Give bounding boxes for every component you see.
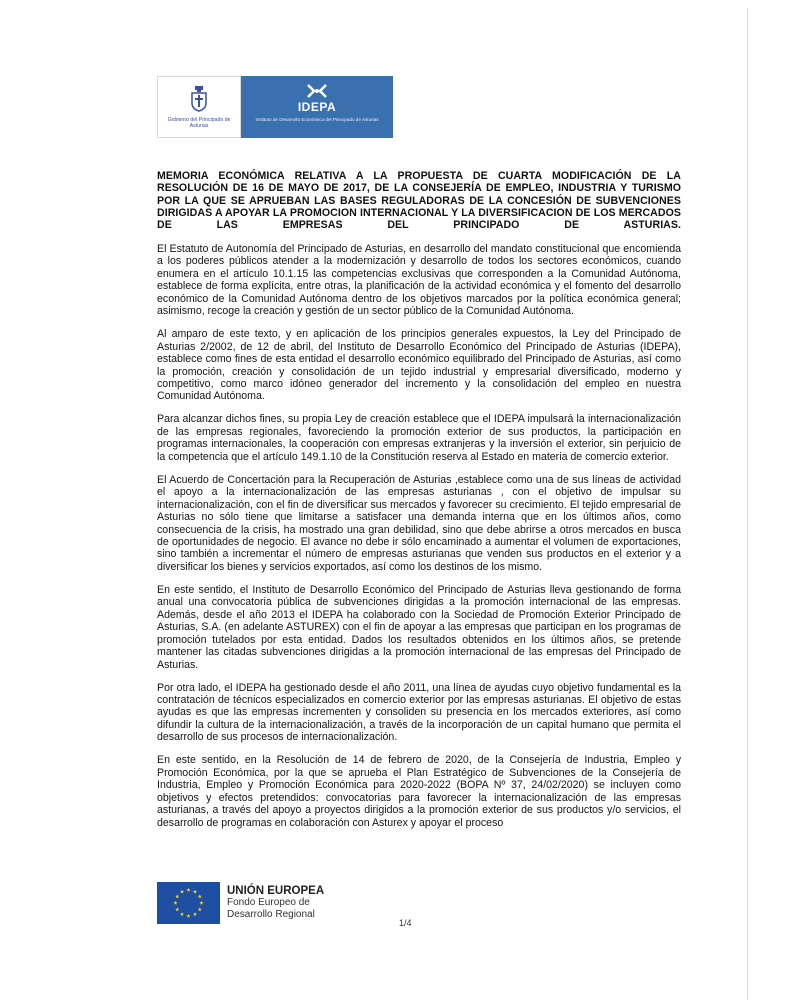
paragraph: En este sentido, en la Resolución de 14 de febrero de 2020, de la Consejería de Industria, Empleo y Promoción Económica, por la que se aprueba el Plan Estratégico de Subvenciones de la Consejería de Industria, Empleo y Promoción Económica para 2020-2022 (BOPA Nº 37, 24/02/2020) se incluyen como objetivos y efectos pretendidos: convocatorias para favorecer la internacionalización de las empresas asturianas, a través del apoyo a proyectos dirigidos a la promoción exterior de sus productos y/o servicios, el desarrollo de programas en colaboración con Asturex y apoyar el proceso: [157, 754, 681, 829]
scan-edge-line: [747, 8, 748, 1000]
coat-of-arms-icon: [190, 86, 208, 112]
paragraph: Al amparo de este texto, y en aplicación de los principios generales expuestos, la Ley del Principado de Asturias 2/2002, de 12 de abril, del Instituto de Desarrollo Económico del Principado de Asturias (IDEPA), establece como fines de esta entidad el desarrollo económico equilibrado del Principado de Asturias, así como la promoción, creación y consolidación de un tejido industrial y empresarial diversificado, moderno y competitivo, como marco idóneo generador del incremento y la consolidación del empleo en nuestra Comunidad Autónoma.: [157, 328, 681, 403]
paragraph: Por otra lado, el IDEPA ha gestionado desde el año 2011, una línea de ayudas cuyo objetivo fundamental es la contratación de técnicos especializados en comercio exterior por las empresas asturianas. El objetivo de estas ayudas es que las empresas incrementen y consoliden su presencia en los mercados exteriores, así como difundir la cultura de la internacionalización, a través de la incorporación de un capital humano que permita el desarrollo de sus procesos de internacionalización.: [157, 681, 681, 744]
document-title: MEMORIA ECONÓMICA RELATIVA A LA PROPUESTA DE CUARTA MODIFICACIÓN DE LA RESOLUCIÓN DE 16 DE MAYO DE 2017, DE LA CONSEJERÍA DE EMPLEO, INDUSTRIA Y TURISMO POR LA QUE SE APRUEBAN LAS BASES REGULADORAS DE LA CONCESIÓN DE SUBVENCIONES DIRIGIDAS A APOYAR LA PROMOCION INTERNACIONAL Y LA DIVERSIFICACION DE LOS MERCADOS DE LAS EMPRESAS DEL PRINCIPADO DE ASTURIAS.: [157, 170, 681, 232]
government-logo: [157, 76, 241, 138]
eu-fund-line-2: Desarrollo Regional: [227, 909, 315, 920]
idepa-emblem-icon: [306, 84, 328, 98]
eu-flag-icon: [157, 882, 220, 924]
eu-funding-logo: [157, 882, 324, 924]
eu-title: UNIÓN EUROPEA: [227, 885, 325, 897]
paragraph: En este sentido, el Instituto de Desarrollo Económico del Principado de Asturias lleva gestionando de forma anual una convocatoria pública de subvenciones dirigidas a la promoción internacional de las empresas. Además, desde el año 2013 el IDEPA ha colaborado con la Sociedad de Promoción Exterior Principado de Asturias, S.A. (en adelante ASTUREX) con el fin de apoyar a las empresas que participan en los programas de promoción tutelados por esta entidad. Dados los resultados obtenidos en los últimos años, se pretende mantener las citadas subvenciones dirigidas a la promoción internacional de las empresas del Principado de Asturias.: [157, 583, 681, 671]
idepa-logo-subtitle: Instituto de Desarrollo Económico del Principado de Asturias: [255, 117, 379, 122]
eu-text: [227, 885, 324, 921]
paragraph: Para alcanzar dichos fines, su propia Ley de creación establece que el IDEPA impulsará la internacionalización de las empresas regionales, favoreciendo la promoción exterior de sus productos, la participación en programas internacionales, la cooperación con empresas extranjeras y la inversión el exterior, sin perjuicio de la competencia que el artículo 149.1.10 de la Constitución reserva al Estado en materia de comercio exterior.: [157, 413, 681, 463]
government-logo-text: Gobierno del Principado de Asturias: [167, 117, 231, 129]
eu-fund-line-1: Fondo Europeo de: [227, 897, 310, 908]
idepa-logo-name: IDEPA: [297, 100, 337, 114]
document-body: [157, 243, 681, 840]
paragraph: El Estatuto de Autonomía del Principado de Asturias, en desarrollo del mandato constitucional que encomienda a los poderes públicos atender a la modernización y desarrollo de todos los sectores económicos, cuando enumera en el artículo 10.1.15 las competencias exclusivas que corresponden a la Comunidad Autónoma, establece de forma explícita, entre otras, la planificación de la actividad económica y el fomento del desarrollo económico de la Comunidad Autónoma dentro de los objetivos marcados por la política económica general; asimismo, recoge la creación y gestión de un sector público de la Comunidad Autónoma.: [157, 243, 681, 318]
idepa-logo: [241, 76, 393, 138]
header-logos: [157, 76, 393, 138]
paragraph: El Acuerdo de Concertación para la Recuperación de Asturias ,establece como una de sus líneas de actividad el apoyo a la internacionalización de las empresas asturianas , con el objetivo de impulsar su internacionalización, con el fin de diversificar sus mercados y favorecer su crecimiento. El tejido empresarial de Asturias no sólo tiene que limitarse a satisfacer una demanda interna que en los últimos años, como consecuencia de la crisis, ha mostrado una gran debilidad, sino que debe abrirse a otros mercados en busca de oportunidades de negocio. El avance no debe ir sólo encaminado a aumentar el volumen de exportaciones, sino también a incrementar el número de empresas asturianas que venden sus productos en el exterior y a diversificar los bienes y servicios exportados, así como los destinos de los mismo.: [157, 473, 681, 573]
page-number: 1/4: [399, 918, 412, 928]
